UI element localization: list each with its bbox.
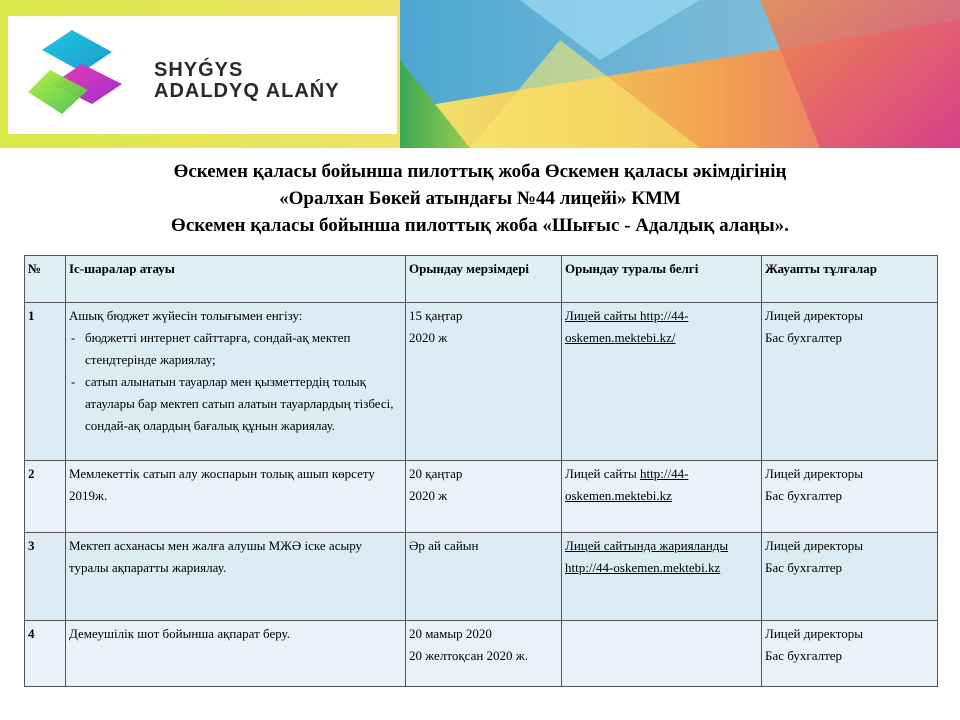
logo-line-1: SHYǴYS: [154, 59, 244, 81]
deadline-line: 2020 ж: [409, 330, 448, 345]
row-action: Мемлекеттік сатып алу жоспарын толық ашып көрсету 2019ж.: [66, 461, 406, 533]
row-mark: [562, 303, 762, 461]
row-responsible: [762, 533, 938, 621]
deadline-line: Әр ай сайын: [409, 538, 479, 553]
site-link[interactable]: http://44-oskemen.mektebi.kz: [565, 466, 689, 503]
responsible-line: Лицей директоры: [765, 308, 863, 323]
responsible-line: Лицей директоры: [765, 466, 863, 481]
responsible-line: Бас бухгалтер: [765, 330, 843, 345]
logo-line-2: ADALDYQ ALAŃY: [154, 80, 340, 102]
title-line-1: Өскемен қаласы бойынша пилоттық жоба Өскемен қаласы әкімдігінің: [173, 161, 787, 182]
row-responsible: [762, 461, 938, 533]
title-line-2: «Оралхан Бөкей атындағы №44 лицейі» КММ: [279, 188, 681, 209]
row-action: [66, 303, 406, 461]
deadline-line: 20 желтоқсан 2020 ж.: [409, 648, 529, 663]
row-mark: [562, 533, 762, 621]
page-title: [0, 158, 960, 239]
col-header-action: Іс-шаралар атауы: [66, 256, 406, 303]
row-mark: [562, 461, 762, 533]
action-plan-table: [24, 255, 938, 687]
site-link[interactable]: Лицей сайты http://44-oskemen.mektebi.kz/: [565, 308, 689, 345]
row-number: 3: [25, 533, 66, 621]
action-intro: Ашық бюджет жүйесін толығымен енгізу:: [69, 308, 303, 323]
row-responsible: [762, 303, 938, 461]
col-header-responsible: Жауапты тұлғалар: [762, 256, 938, 303]
col-header-mark: Орындау туралы белгі: [562, 256, 762, 303]
responsible-line: Бас бухгалтер: [765, 560, 843, 575]
row-deadline: [406, 461, 562, 533]
action-item: - сатып алынатын тауарлар мен қызметтердің толық атаулары бар мектеп сатып алатын тауарлардың тізбесі, сондай-ақ олардың бағалық құнын жариялау.: [69, 371, 402, 437]
row-responsible: [762, 621, 938, 687]
deadline-line: 2020 ж: [409, 488, 448, 503]
action-item: - бюджетті интернет сайттарға, сондай-ақ мектеп стендтерінде жариялау;: [69, 327, 402, 371]
responsible-line: Лицей директоры: [765, 626, 863, 641]
col-header-number: №: [25, 256, 66, 303]
logo-panel: [8, 16, 397, 134]
row-number: 4: [25, 621, 66, 687]
row-action: Мектеп асханасы мен жалға алушы МЖӘ іске асыру туралы ақпаратты жариялау.: [66, 533, 406, 621]
row-deadline: [406, 621, 562, 687]
responsible-line: Бас бухгалтер: [765, 488, 843, 503]
logo-wordmark: [154, 60, 340, 102]
responsible-line: Лицей директоры: [765, 538, 863, 553]
row-deadline: [406, 533, 562, 621]
table-header-row: [25, 256, 938, 303]
table-row: [25, 303, 938, 461]
row-mark: [562, 621, 762, 687]
col-header-deadline: Орындау мерзімдері: [406, 256, 562, 303]
table-row: [25, 621, 938, 687]
site-link[interactable]: Лицей сайтында жарияланды http://44-oskemen.mektebi.kz: [565, 538, 729, 575]
row-number: 1: [25, 303, 66, 461]
table-row: [25, 461, 938, 533]
header-banner: [0, 0, 960, 148]
shygys-logo-icon: [22, 22, 142, 122]
responsible-line: Бас бухгалтер: [765, 648, 843, 663]
row-deadline: [406, 303, 562, 461]
mark-prefix: Лицей сайты: [565, 466, 641, 481]
deadline-line: 20 қаңтар: [409, 466, 463, 481]
row-action: Демеушілік шот бойынша ақпарат беру.: [66, 621, 406, 687]
deadline-line: 15 қаңтар: [409, 308, 463, 323]
row-number: 2: [25, 461, 66, 533]
title-line-3: Өскемен қаласы бойынша пилоттық жоба «Шығыс - Адалдық алаңы».: [171, 215, 789, 236]
table-row: [25, 533, 938, 621]
deadline-line: 20 мамыр 2020: [409, 626, 492, 641]
